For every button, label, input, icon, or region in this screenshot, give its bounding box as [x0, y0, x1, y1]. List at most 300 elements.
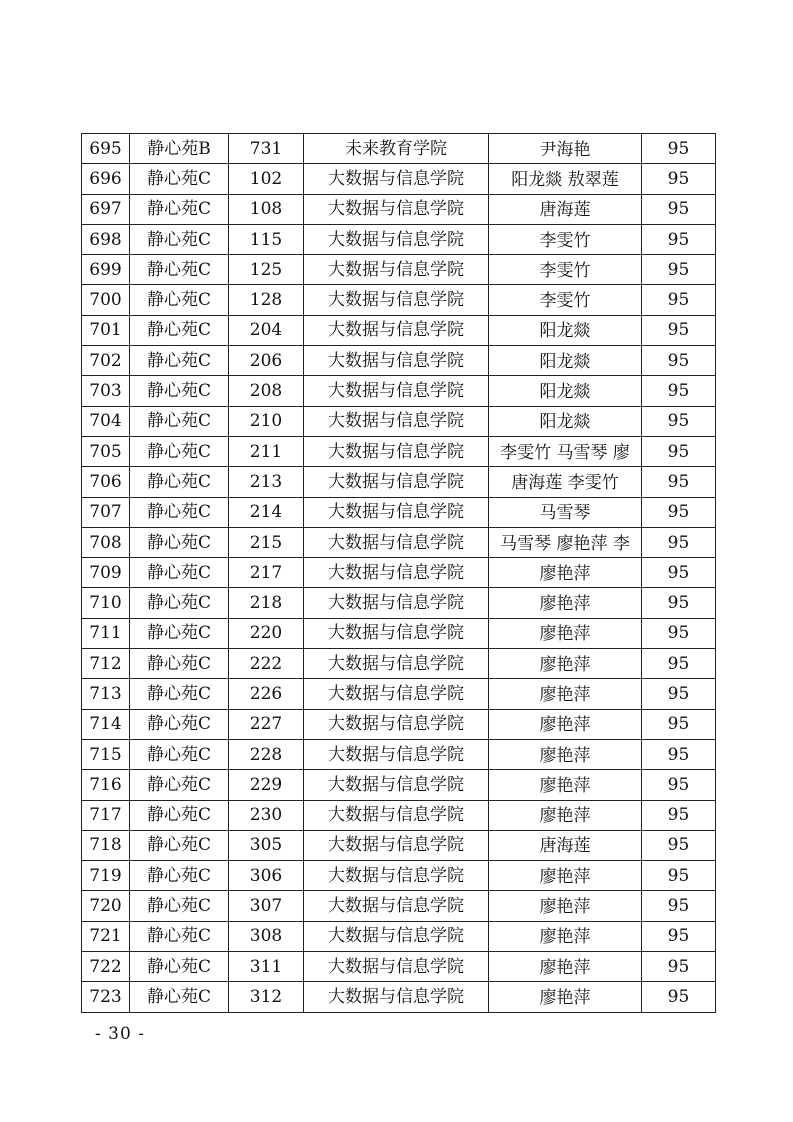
building-cell	[130, 164, 229, 194]
index-cell	[82, 406, 130, 436]
score-cell	[642, 800, 716, 830]
college-cell-text: 大数据与信息学院	[328, 623, 464, 644]
table-row	[82, 406, 716, 436]
room-cell	[229, 921, 304, 951]
college-cell-text: 大数据与信息学院	[328, 805, 464, 826]
score-cell-text: 95	[667, 138, 690, 159]
building-cell-text: 静心苑C	[146, 835, 211, 856]
table-row	[82, 376, 716, 406]
room-cell-text: 227	[249, 714, 283, 735]
score-cell	[642, 164, 716, 194]
table-body	[82, 134, 716, 1013]
room-cell	[229, 558, 304, 588]
staff-cell	[489, 558, 642, 588]
staff-cell	[489, 164, 642, 194]
staff-cell	[489, 406, 642, 436]
college-cell-text: 未来教育学院	[345, 138, 447, 159]
staff-cell	[489, 436, 642, 466]
staff-cell	[489, 346, 642, 376]
room-cell-text: 217	[249, 562, 283, 583]
staff-cell-text: 唐海莲	[539, 836, 591, 857]
index-cell	[82, 376, 130, 406]
college-cell	[304, 861, 489, 891]
room-cell	[229, 467, 304, 497]
staff-cell-text: 廖艳萍	[539, 866, 591, 887]
building-cell-text: 静心苑C	[146, 714, 211, 735]
building-cell	[130, 285, 229, 315]
room-cell-text: 108	[249, 199, 283, 220]
index-cell	[82, 558, 130, 588]
building-cell-text: 静心苑C	[146, 441, 211, 462]
college-cell-text: 大数据与信息学院	[328, 320, 464, 341]
table-row	[82, 800, 716, 830]
index-cell	[82, 800, 130, 830]
room-cell-text: 115	[249, 229, 283, 250]
building-cell	[130, 830, 229, 860]
staff-cell-text: 廖艳萍	[539, 775, 591, 796]
index-cell-text: 696	[89, 168, 122, 189]
score-cell	[642, 406, 716, 436]
college-cell-text: 大数据与信息学院	[328, 168, 464, 189]
staff-cell-text: 廖艳萍	[539, 745, 591, 766]
score-cell	[642, 134, 716, 164]
index-cell	[82, 709, 130, 739]
building-cell-text: 静心苑C	[146, 290, 211, 311]
building-cell	[130, 800, 229, 830]
index-cell-text: 711	[89, 623, 122, 644]
index-cell-text: 699	[89, 259, 122, 280]
score-cell-text: 95	[667, 290, 690, 311]
score-cell	[642, 861, 716, 891]
score-cell-text: 95	[667, 381, 690, 402]
staff-cell	[489, 134, 642, 164]
staff-cell	[489, 800, 642, 830]
college-cell	[304, 255, 489, 285]
score-cell-text: 95	[667, 835, 690, 856]
staff-cell	[489, 224, 642, 254]
index-cell-text: 719	[89, 865, 122, 886]
building-cell-text: 静心苑C	[146, 653, 211, 674]
room-cell	[229, 830, 304, 860]
room-cell-text: 210	[249, 411, 283, 432]
building-cell-text: 静心苑C	[146, 865, 211, 886]
room-cell-text: 204	[249, 320, 283, 341]
room-cell	[229, 285, 304, 315]
table-row	[82, 921, 716, 951]
index-cell-text: 718	[89, 835, 122, 856]
score-cell	[642, 467, 716, 497]
college-cell-text: 大数据与信息学院	[328, 441, 464, 462]
building-cell	[130, 588, 229, 618]
staff-cell	[489, 285, 642, 315]
room-cell-text: 312	[249, 986, 283, 1007]
college-cell	[304, 830, 489, 860]
staff-cell	[489, 649, 642, 679]
room-cell	[229, 315, 304, 345]
room-cell-text: 229	[249, 774, 283, 795]
college-cell	[304, 436, 489, 466]
staff-cell-text: 唐海莲	[539, 200, 591, 221]
college-cell-text: 大数据与信息学院	[328, 411, 464, 432]
staff-cell	[489, 497, 642, 527]
college-cell-text: 大数据与信息学院	[328, 986, 464, 1007]
staff-cell-text: 廖艳萍	[539, 654, 591, 675]
index-cell-text: 708	[89, 532, 122, 553]
college-cell	[304, 346, 489, 376]
college-cell	[304, 134, 489, 164]
building-cell-text: 静心苑C	[146, 471, 211, 492]
staff-cell-text: 廖艳萍	[539, 927, 591, 948]
index-cell-text: 713	[89, 683, 122, 704]
score-cell-text: 95	[667, 593, 690, 614]
index-cell	[82, 497, 130, 527]
building-cell-text: 静心苑C	[146, 259, 211, 280]
room-cell	[229, 224, 304, 254]
room-cell	[229, 861, 304, 891]
room-cell	[229, 164, 304, 194]
staff-cell-text: 李雯竹	[539, 260, 591, 281]
building-cell	[130, 952, 229, 982]
building-cell-text: 静心苑C	[146, 502, 211, 523]
index-cell	[82, 861, 130, 891]
college-cell	[304, 315, 489, 345]
score-cell-text: 95	[667, 805, 690, 826]
college-cell-text: 大数据与信息学院	[328, 683, 464, 704]
staff-cell	[489, 891, 642, 921]
staff-cell	[489, 467, 642, 497]
room-cell	[229, 800, 304, 830]
score-cell-text: 95	[667, 350, 690, 371]
building-cell-text: 静心苑C	[146, 744, 211, 765]
score-cell	[642, 346, 716, 376]
table-row	[82, 134, 716, 164]
building-cell-text: 静心苑C	[146, 774, 211, 795]
building-cell-text: 静心苑C	[146, 623, 211, 644]
table-row	[82, 649, 716, 679]
building-cell-text: 静心苑C	[146, 805, 211, 826]
building-cell-text: 静心苑C	[146, 168, 211, 189]
building-cell-text: 静心苑C	[146, 593, 211, 614]
building-cell-text: 静心苑B	[147, 138, 211, 159]
table-row	[82, 558, 716, 588]
building-cell	[130, 134, 229, 164]
college-cell-text: 大数据与信息学院	[328, 229, 464, 250]
index-cell	[82, 891, 130, 921]
staff-cell	[489, 830, 642, 860]
score-cell-text: 95	[667, 320, 690, 341]
college-cell	[304, 982, 489, 1012]
building-cell	[130, 618, 229, 648]
building-cell	[130, 436, 229, 466]
building-cell	[130, 891, 229, 921]
score-cell-text: 95	[667, 714, 690, 735]
building-cell	[130, 194, 229, 224]
room-cell	[229, 346, 304, 376]
staff-cell-text: 廖艳萍	[539, 715, 591, 736]
college-cell	[304, 800, 489, 830]
staff-cell	[489, 618, 642, 648]
table-row	[82, 861, 716, 891]
staff-cell-text: 阳龙燚 敖翠莲	[511, 169, 619, 190]
building-cell	[130, 527, 229, 557]
score-cell-text: 95	[667, 168, 690, 189]
staff-cell	[489, 679, 642, 709]
staff-cell	[489, 527, 642, 557]
score-cell-text: 95	[667, 532, 690, 553]
college-cell	[304, 679, 489, 709]
college-cell	[304, 952, 489, 982]
index-cell	[82, 527, 130, 557]
index-cell-text: 723	[89, 986, 122, 1007]
room-cell-text: 731	[249, 138, 283, 159]
staff-cell-text: 廖艳萍	[539, 624, 591, 645]
index-cell	[82, 346, 130, 376]
room-cell-text: 222	[249, 653, 283, 674]
score-cell-text: 95	[667, 744, 690, 765]
staff-cell-text: 阳龙燚	[539, 351, 591, 372]
room-cell-text: 220	[249, 623, 283, 644]
room-cell-text: 228	[249, 744, 283, 765]
score-cell-text: 95	[667, 441, 690, 462]
room-cell	[229, 134, 304, 164]
staff-cell-text: 李雯竹	[539, 230, 591, 251]
score-cell	[642, 194, 716, 224]
table-row	[82, 618, 716, 648]
score-cell	[642, 709, 716, 739]
staff-cell-text: 马雪琴	[539, 503, 591, 524]
index-cell	[82, 164, 130, 194]
index-cell	[82, 679, 130, 709]
room-cell-text: 218	[249, 593, 283, 614]
table-row	[82, 891, 716, 921]
room-cell	[229, 255, 304, 285]
building-cell	[130, 558, 229, 588]
staff-cell-text: 李雯竹	[539, 291, 591, 312]
staff-cell-text: 阳龙燚	[539, 412, 591, 433]
index-cell-text: 700	[89, 290, 122, 311]
staff-cell-text: 廖艳萍	[539, 806, 591, 827]
room-cell	[229, 376, 304, 406]
score-cell	[642, 527, 716, 557]
staff-cell	[489, 709, 642, 739]
index-cell-text: 698	[89, 229, 122, 250]
college-cell	[304, 558, 489, 588]
index-cell-text: 706	[89, 471, 122, 492]
score-cell	[642, 770, 716, 800]
building-cell	[130, 346, 229, 376]
room-cell-text: 206	[249, 350, 283, 371]
room-cell	[229, 739, 304, 769]
room-cell-text: 306	[249, 865, 283, 886]
score-cell	[642, 285, 716, 315]
index-cell-text: 704	[89, 411, 122, 432]
table-row	[82, 255, 716, 285]
index-cell-text: 701	[89, 320, 122, 341]
score-cell	[642, 679, 716, 709]
room-cell-text: 125	[249, 259, 283, 280]
score-cell-text: 95	[667, 865, 690, 886]
index-cell	[82, 649, 130, 679]
table-row	[82, 194, 716, 224]
staff-cell	[489, 739, 642, 769]
college-cell-text: 大数据与信息学院	[328, 259, 464, 280]
room-cell-text: 226	[249, 683, 283, 704]
score-cell	[642, 649, 716, 679]
room-cell-text: 308	[249, 926, 283, 947]
college-cell	[304, 709, 489, 739]
table-row	[82, 346, 716, 376]
college-cell-text: 大数据与信息学院	[328, 290, 464, 311]
building-cell	[130, 921, 229, 951]
building-cell	[130, 255, 229, 285]
score-cell-text: 95	[667, 259, 690, 280]
room-cell-text: 307	[249, 896, 283, 917]
index-cell	[82, 194, 130, 224]
staff-cell	[489, 588, 642, 618]
index-cell	[82, 255, 130, 285]
table-row	[82, 224, 716, 254]
table-row	[82, 709, 716, 739]
score-cell	[642, 436, 716, 466]
college-cell	[304, 921, 489, 951]
score-cell	[642, 921, 716, 951]
building-cell	[130, 770, 229, 800]
score-cell	[642, 497, 716, 527]
building-cell-text: 静心苑C	[146, 532, 211, 553]
staff-cell	[489, 982, 642, 1012]
staff-cell-text: 廖艳萍	[539, 897, 591, 918]
index-cell-text: 722	[89, 956, 122, 977]
table-row	[82, 952, 716, 982]
staff-cell-text: 廖艳萍	[539, 594, 591, 615]
room-cell-text: 305	[249, 835, 283, 856]
college-cell-text: 大数据与信息学院	[328, 865, 464, 886]
score-cell-text: 95	[667, 926, 690, 947]
page-number: - 30 -	[95, 1024, 145, 1044]
index-cell	[82, 436, 130, 466]
staff-cell-text: 廖艳萍	[539, 957, 591, 978]
college-cell	[304, 588, 489, 618]
table-row	[82, 679, 716, 709]
index-cell	[82, 315, 130, 345]
college-cell-text: 大数据与信息学院	[328, 562, 464, 583]
staff-cell-text: 唐海莲 李雯竹	[511, 472, 619, 493]
index-cell	[82, 588, 130, 618]
room-cell-text: 213	[249, 471, 283, 492]
college-cell-text: 大数据与信息学院	[328, 956, 464, 977]
staff-cell	[489, 194, 642, 224]
index-cell	[82, 618, 130, 648]
room-cell	[229, 436, 304, 466]
room-cell-text: 208	[249, 381, 283, 402]
index-cell-text: 705	[89, 441, 122, 462]
staff-cell	[489, 376, 642, 406]
staff-cell	[489, 315, 642, 345]
college-cell-text: 大数据与信息学院	[328, 926, 464, 947]
score-cell-text: 95	[667, 411, 690, 432]
staff-cell-text: 廖艳萍	[539, 987, 591, 1008]
room-cell	[229, 982, 304, 1012]
index-cell-text: 715	[89, 744, 122, 765]
building-cell	[130, 709, 229, 739]
staff-cell-text: 阳龙燚	[539, 382, 591, 403]
college-cell-text: 大数据与信息学院	[328, 502, 464, 523]
staff-cell	[489, 255, 642, 285]
college-cell	[304, 406, 489, 436]
building-cell	[130, 376, 229, 406]
college-cell-text: 大数据与信息学院	[328, 350, 464, 371]
building-cell-text: 静心苑C	[146, 381, 211, 402]
building-cell	[130, 497, 229, 527]
staff-cell-text: 马雪琴 廖艳萍 李	[500, 533, 630, 554]
building-cell	[130, 982, 229, 1012]
index-cell	[82, 467, 130, 497]
building-cell-text: 静心苑C	[146, 199, 211, 220]
room-cell	[229, 588, 304, 618]
index-cell	[82, 134, 130, 164]
score-cell-text: 95	[667, 986, 690, 1007]
room-cell	[229, 649, 304, 679]
building-cell-text: 静心苑C	[146, 986, 211, 1007]
building-cell-text: 静心苑C	[146, 320, 211, 341]
room-cell	[229, 618, 304, 648]
building-cell-text: 静心苑C	[146, 562, 211, 583]
college-cell	[304, 285, 489, 315]
college-cell-text: 大数据与信息学院	[328, 744, 464, 765]
score-cell-text: 95	[667, 502, 690, 523]
staff-cell	[489, 952, 642, 982]
index-cell-text: 717	[89, 805, 122, 826]
room-cell-text: 102	[249, 168, 283, 189]
building-cell-text: 静心苑C	[146, 926, 211, 947]
table-row	[82, 982, 716, 1012]
room-cell-text: 211	[249, 441, 283, 462]
index-cell-text: 702	[89, 350, 122, 371]
score-cell-text: 95	[667, 199, 690, 220]
index-cell	[82, 921, 130, 951]
table-row	[82, 739, 716, 769]
table-row	[82, 770, 716, 800]
building-cell	[130, 406, 229, 436]
building-cell-text: 静心苑C	[146, 350, 211, 371]
college-cell	[304, 649, 489, 679]
index-cell-text: 695	[89, 138, 122, 159]
room-cell-text: 311	[249, 956, 283, 977]
index-cell	[82, 982, 130, 1012]
staff-cell-text: 李雯竹 马雪琴 廖	[500, 442, 630, 463]
room-cell	[229, 891, 304, 921]
score-cell-text: 95	[667, 471, 690, 492]
room-cell-text: 128	[249, 290, 283, 311]
college-cell	[304, 376, 489, 406]
table-row	[82, 164, 716, 194]
building-cell	[130, 861, 229, 891]
room-cell	[229, 952, 304, 982]
room-cell	[229, 709, 304, 739]
index-cell-text: 716	[89, 774, 122, 795]
score-cell	[642, 618, 716, 648]
score-cell-text: 95	[667, 956, 690, 977]
index-cell-text: 697	[89, 199, 122, 220]
college-cell-text: 大数据与信息学院	[328, 593, 464, 614]
score-cell	[642, 224, 716, 254]
score-cell	[642, 830, 716, 860]
index-cell-text: 721	[89, 926, 122, 947]
room-cell	[229, 770, 304, 800]
building-cell-text: 静心苑C	[146, 229, 211, 250]
building-cell-text: 静心苑C	[146, 956, 211, 977]
staff-cell	[489, 861, 642, 891]
